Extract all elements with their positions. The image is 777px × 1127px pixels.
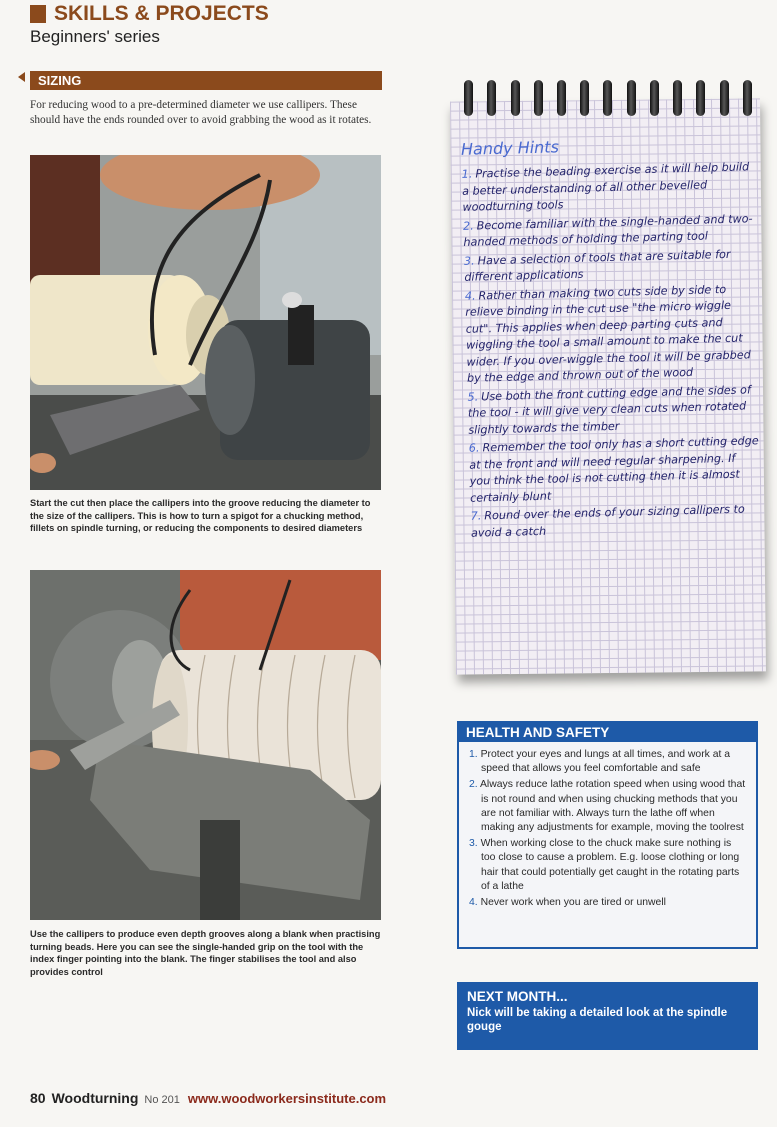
hint-text: Round over the ends of your sizing callipers to avoid a catch [470, 502, 745, 540]
page-header [30, 2, 269, 47]
health-safety-title: HEALTH AND SAFETY [459, 723, 756, 742]
page-number: 80 [30, 1090, 46, 1106]
page-footer [30, 1090, 386, 1106]
spiral-ring-icon [603, 80, 612, 116]
hint-text: Become familiar with the single-handed and two-handed methods of holding the parting tool [463, 211, 753, 249]
spiral-ring-icon [534, 80, 543, 116]
hint-text: Have a selection of tools that are suitable for different applications [464, 247, 731, 284]
photo-grooves-blank [30, 570, 381, 920]
spiral-ring-icon [511, 80, 520, 116]
spiral-ring-icon [650, 80, 659, 116]
section-arrow-icon [18, 72, 25, 82]
photo-callipers-spigot-illustration [30, 155, 381, 490]
hint-number: 5. [467, 389, 479, 404]
handy-hints-title: Handy Hints [460, 137, 560, 159]
next-month-title: NEXT MONTH... [467, 989, 568, 1004]
hint-text: Remember the tool only has a short cutting edge at the front and will need regular sharpening. If you think the tool is not cutting then it is almost certainly blunt [469, 434, 759, 505]
section-intro: For reducing wood to a pre-determined diameter we use callipers. These should have the ends rounded over to avoid grabbing the wood as it rotates. [30, 99, 372, 126]
spiral-ring-icon [673, 80, 682, 116]
spiral-ring-icon [627, 80, 636, 116]
safety-number: 2. [469, 779, 478, 791]
hint-text: Rather than making two cuts side by side to relieve binding in the cut use "the micro wiggle cut". This applies when deep parting cuts and wiggling the tool a small amount to make the cut wider. If you over-wiggle the tool it will be grabbed by the edge and thrown out of the wood [465, 282, 751, 385]
next-month-box [457, 982, 758, 1050]
spiral-ring-icon [487, 80, 496, 116]
safety-number: 1. [469, 749, 478, 760]
hint-item [469, 433, 761, 507]
handy-hints-content [461, 132, 761, 543]
safety-item [469, 896, 748, 910]
hint-item [461, 159, 752, 216]
spiral-ring-icon [557, 80, 566, 116]
section-kicker [30, 2, 269, 26]
safety-number: 4. [469, 897, 478, 909]
safety-text: Protect your eyes and lungs at all times, and work at a speed that allows you feel comfortable and safe [480, 749, 731, 775]
notepad-spiral-rings [453, 80, 763, 120]
kicker-text: SKILLS & PROJECTS [54, 2, 269, 25]
spiral-ring-icon [720, 80, 729, 116]
photo-caption-1: Start the cut then place the callipers into the groove reducing the diameter to the size of the callipers. This is how to turn a spigot for a chucking method, fillets on spindle turning, or reducing the components to desired diameters [30, 498, 371, 533]
hint-number: 7. [470, 509, 482, 523]
hint-number: 2. [462, 219, 474, 233]
safety-text: Always reduce lathe rotation speed when using wood that is not round and when using chucking methods that you are not familiar with. Always turn the lathe off when making any adjustments for example, moving the toolrest [480, 779, 746, 834]
hint-number: 3. [463, 254, 475, 268]
hint-number: 1. [461, 167, 473, 181]
hint-item [463, 211, 754, 252]
hint-number: 4. [464, 289, 476, 303]
section-title-bar: SIZING [30, 71, 382, 90]
website-link[interactable]: www.woodworkersinstitute.com [187, 1091, 387, 1106]
magazine-name: Woodturning [51, 1090, 139, 1106]
safety-item [469, 778, 748, 835]
safety-number: 3. [469, 838, 478, 850]
spiral-ring-icon [580, 80, 589, 116]
hint-item [467, 382, 758, 439]
health-safety-list [459, 742, 756, 910]
hint-item [465, 281, 757, 388]
spiral-ring-icon [743, 80, 752, 116]
hint-item [470, 501, 761, 542]
photo-grooves-blank-illustration [30, 570, 381, 920]
health-safety-box [457, 721, 758, 949]
safety-item [469, 837, 748, 894]
hint-text: Practise the beading exercise as it will help build a better understanding of all other bevelled woodturning tools [461, 160, 750, 214]
photo-callipers-spigot [30, 155, 381, 490]
hint-item [464, 246, 755, 287]
safety-text: Never work when you are tired or unwell [480, 897, 666, 909]
series-subtitle: Beginners' series [30, 27, 160, 46]
kicker-square-icon [30, 5, 46, 23]
safety-item [469, 748, 748, 776]
spiral-ring-icon [464, 80, 473, 116]
next-month-body: Nick will be taking a detailed look at the spindle gouge [467, 1007, 728, 1033]
issue-number: No 201 [144, 1094, 180, 1106]
hint-number: 6. [468, 441, 480, 455]
photo-caption-2: Use the callipers to produce even depth grooves along a blank when practising turning beads. Here you can see the single-handed grip on the tool with the index finger pointing into the blank. The finger stabilises the tool and also provides control [30, 929, 381, 977]
hint-text: Use both the front cutting edge and the sides of the tool - it will give very clean cuts when rotated slightly towards the timber [467, 382, 752, 437]
spiral-ring-icon [696, 80, 705, 116]
safety-text: When working close to the chuck make sure nothing is too close to cause a problem. E.g. loose clothing or long hair that could potentially get caught in the rotating parts of a lathe [480, 838, 740, 892]
